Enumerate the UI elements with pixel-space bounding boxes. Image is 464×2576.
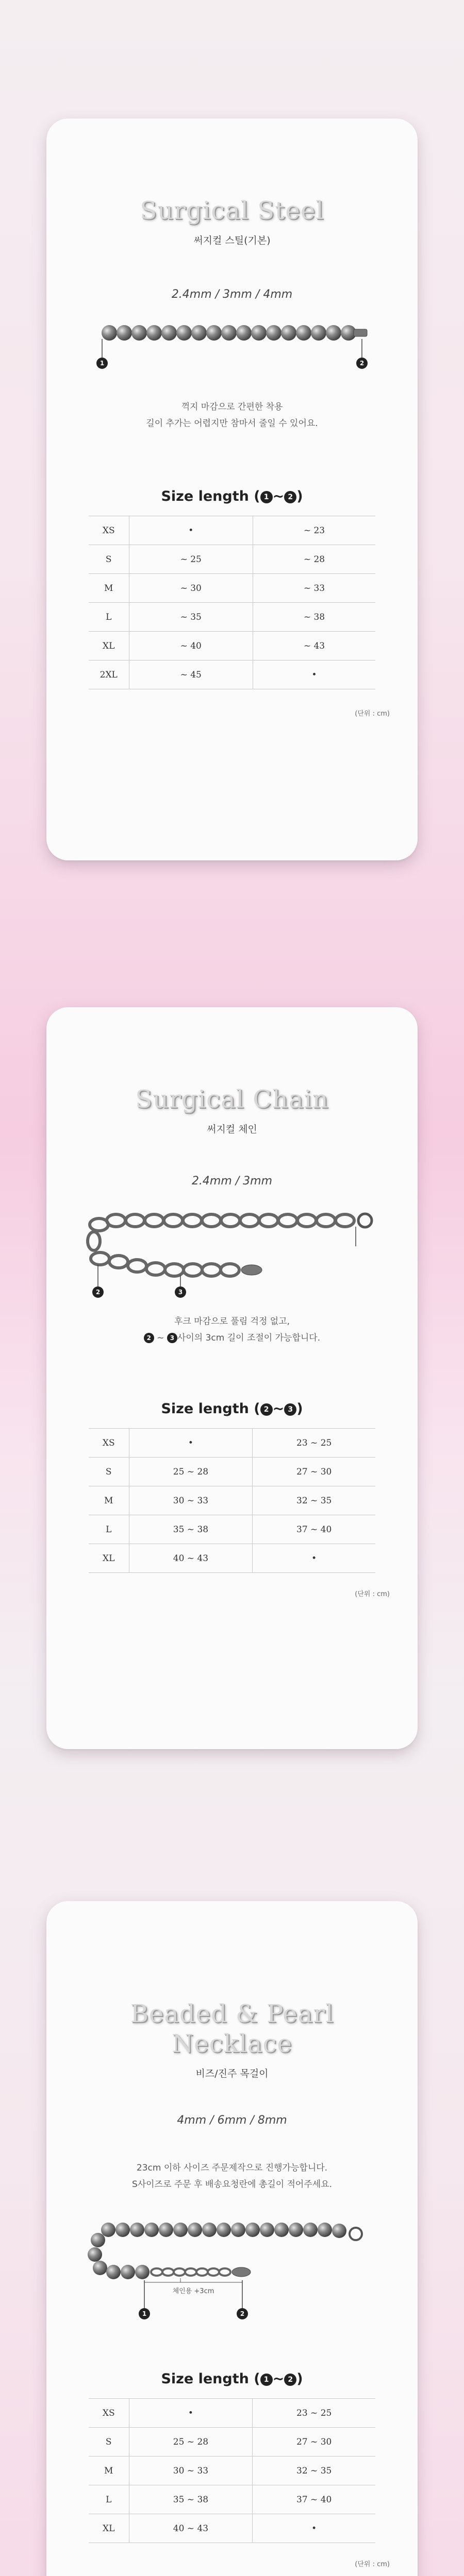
chain-extension-label: 체인용 +3cm: [172, 2287, 214, 2295]
length-cell: 35 ~ 38: [129, 1515, 253, 1544]
size-length-heading: Size length ( 2 ~ 3 ): [161, 1401, 303, 1417]
description-line: 23cm 이하 사이즈 주문제작으로 진행가능합니다.: [136, 2163, 328, 2173]
size-label-cell: S: [89, 1458, 129, 1486]
length-cell: 40 ~ 43: [129, 1544, 253, 1573]
table-row: [89, 660, 375, 689]
description-line: S사이즈로 주문 후 배송요청란에 총길이 적어주세요.: [131, 2179, 333, 2190]
table-row: [89, 2456, 375, 2485]
length-cell: 40 ~ 43: [129, 2514, 253, 2543]
marker-1: 1: [139, 2308, 150, 2319]
card-subtitle: 써지컬 스틸(기본): [193, 235, 271, 246]
description-line: 꺽지 마감으로 간편한 착용: [181, 402, 283, 412]
length-cell: 27 ~ 30: [253, 2428, 375, 2456]
size-label-cell: XS: [89, 516, 129, 545]
table-row: [89, 2485, 375, 2514]
size-length-heading: Size length ( 1 ~ 2 ): [161, 2371, 303, 2387]
marker-3: 3: [175, 1286, 186, 1298]
unit-note: (단위 : cm): [355, 2561, 390, 2568]
size-label-cell: L: [89, 1515, 129, 1544]
table-row: [89, 574, 375, 603]
length-cell: ~ 33: [253, 574, 375, 603]
card-title-line: Necklace: [172, 2029, 292, 2058]
length-cell: •: [129, 2399, 253, 2428]
length-cell: •: [129, 516, 253, 545]
table-row: [89, 1458, 375, 1486]
size-label-cell: 2XL: [89, 660, 129, 689]
length-cell: 35 ~ 38: [129, 2485, 253, 2514]
circle-marker-2: 2: [144, 1333, 154, 1343]
circle-marker-2: 2: [284, 491, 296, 503]
table-row: [89, 1486, 375, 1515]
size-label-cell: XL: [89, 2514, 129, 2543]
size-table: [89, 516, 375, 689]
size-label-cell: L: [89, 603, 129, 632]
card-title-line: Beaded & Pearl: [130, 1999, 334, 2028]
cable-chain-image: [46, 1200, 418, 1303]
thickness-options: 4mm / 6mm / 8mm: [177, 2114, 287, 2127]
size-label-cell: M: [89, 1486, 129, 1515]
length-cell: ~ 28: [253, 545, 375, 574]
length-cell: ~ 43: [253, 632, 375, 660]
thickness-options: 2.4mm / 3mm: [191, 1175, 273, 1188]
length-cell: •: [253, 2514, 375, 2543]
size-table: [89, 2398, 375, 2543]
size-heading-text: Size length: [161, 1401, 249, 1417]
circle-marker-2: 2: [284, 2374, 296, 2386]
table-row: [89, 632, 375, 660]
circle-marker-3: 3: [284, 1403, 296, 1416]
length-cell: 37 ~ 40: [253, 2485, 375, 2514]
size-heading-text: Size length: [161, 2371, 249, 2387]
circle-marker-3: 3: [167, 1333, 177, 1343]
table-row: [89, 2399, 375, 2428]
size-label-cell: S: [89, 2428, 129, 2456]
description-line: 길이 추가는 어렵지만 참마서 줄일 수 있어요.: [146, 418, 318, 429]
description-text: 사이의 3cm 길이 조절이 가능합니다.: [177, 1333, 321, 1343]
length-cell: 37 ~ 40: [253, 1515, 375, 1544]
length-cell: •: [129, 1429, 253, 1458]
circle-marker-1: 1: [260, 491, 273, 503]
surgical-steel-card: [46, 118, 418, 860]
size-label-cell: M: [89, 574, 129, 603]
table-row: [89, 1515, 375, 1544]
length-cell: ~ 35: [129, 603, 253, 632]
size-label-cell: M: [89, 2456, 129, 2485]
table-row: [89, 1429, 375, 1458]
size-heading-text: Size length: [161, 488, 249, 504]
circle-marker-1: 1: [260, 2374, 273, 2386]
size-label-cell: XL: [89, 1544, 129, 1573]
table-row: [89, 1544, 375, 1573]
card-subtitle: 써지컬 체인: [207, 1124, 257, 1135]
size-label-cell: L: [89, 2485, 129, 2514]
card-title: [46, 1999, 418, 2059]
surgical-chain-card: [46, 1007, 418, 1749]
length-cell: 32 ~ 35: [253, 1486, 375, 1515]
marker-2: 2: [92, 1286, 104, 1298]
table-row: [89, 2428, 375, 2456]
length-cell: •: [253, 1544, 375, 1573]
marker-2: 2: [356, 358, 368, 369]
table-row: [89, 2514, 375, 2543]
table-row: [89, 603, 375, 632]
table-row: [89, 545, 375, 574]
length-cell: 30 ~ 33: [129, 2456, 253, 2485]
length-cell: •: [253, 660, 375, 689]
length-cell: 25 ~ 28: [129, 2428, 253, 2456]
description: [46, 2160, 418, 2193]
length-cell: 23 ~ 25: [253, 1429, 375, 1458]
description: [46, 399, 418, 432]
length-cell: 32 ~ 35: [253, 2456, 375, 2485]
steel-ball-chain-image: [46, 312, 418, 384]
thickness-options: 2.4mm / 3mm / 4mm: [171, 288, 293, 301]
size-label-cell: XS: [89, 1429, 129, 1458]
length-cell: ~ 25: [129, 545, 253, 574]
length-cell: ~ 30: [129, 574, 253, 603]
description: [46, 1313, 418, 1346]
beaded-pearl-card: [46, 1901, 418, 2576]
marker-2: 2: [237, 2308, 248, 2319]
size-label-cell: XL: [89, 632, 129, 660]
unit-note: (단위 : cm): [355, 1590, 390, 1598]
size-table: [89, 1428, 375, 1573]
marker-1: 1: [96, 358, 108, 369]
length-cell: 27 ~ 30: [253, 1458, 375, 1486]
length-cell: ~ 45: [129, 660, 253, 689]
card-title: Surgical Chain: [135, 1085, 329, 1114]
length-cell: 23 ~ 25: [253, 2399, 375, 2428]
length-cell: 25 ~ 28: [129, 1458, 253, 1486]
card-subtitle: 비즈/진주 목걸이: [195, 2068, 269, 2079]
description-line: 2 ~ 3 사이의 3cm 길이 조절이 가능합니다.: [46, 1330, 418, 1346]
card-title: Surgical Steel: [140, 196, 324, 225]
size-label-cell: S: [89, 545, 129, 574]
length-cell: ~ 38: [253, 603, 375, 632]
length-cell: 30 ~ 33: [129, 1486, 253, 1515]
circle-marker-2: 2: [260, 1403, 273, 1416]
description-line: 후크 마감으로 풀림 걱정 없고,: [174, 1316, 290, 1327]
unit-note: (단위 : cm): [355, 710, 390, 718]
length-cell: ~ 40: [129, 632, 253, 660]
table-row: [89, 516, 375, 545]
size-label-cell: XS: [89, 2399, 129, 2428]
beaded-necklace-image: [46, 2218, 418, 2321]
size-length-heading: Size length ( 1 ~ 2 ): [161, 488, 303, 504]
length-cell: ~ 23: [253, 516, 375, 545]
